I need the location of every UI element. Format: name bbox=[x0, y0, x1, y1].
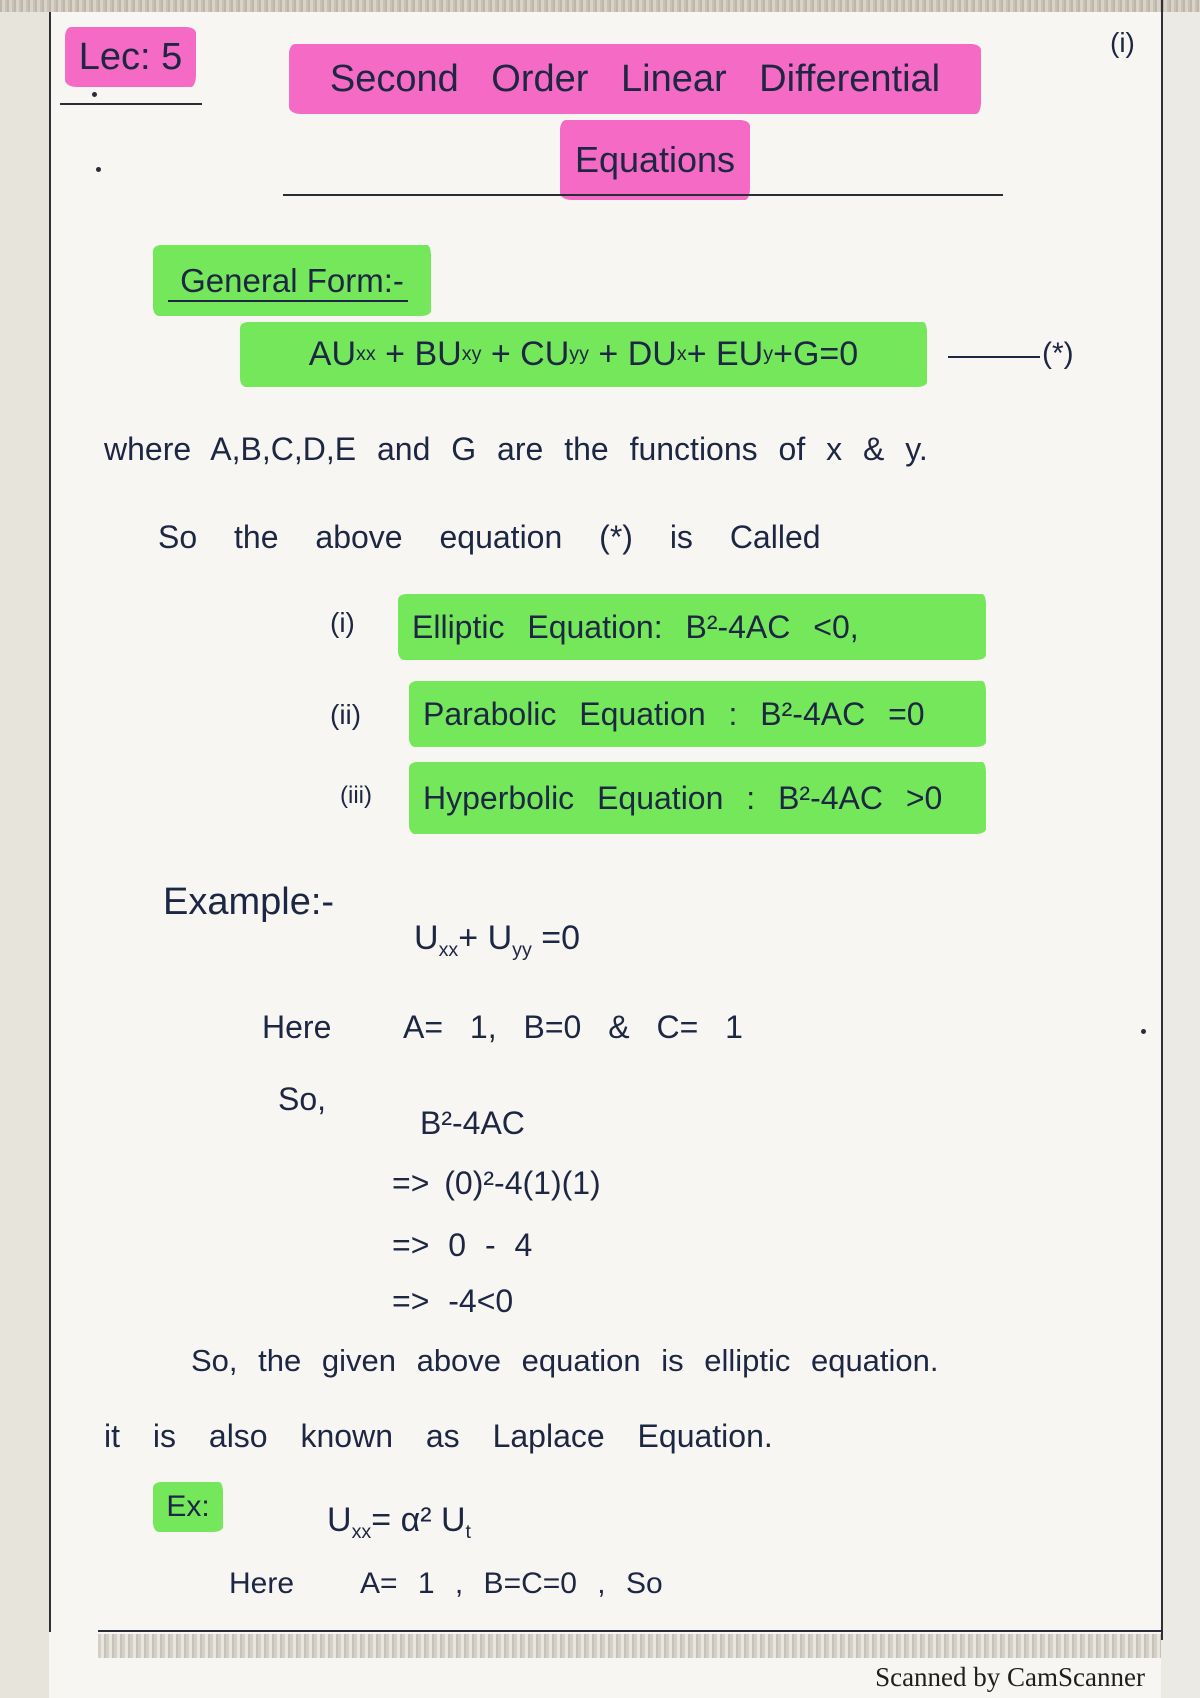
example2-heading: Ex: bbox=[153, 1482, 223, 1532]
page-bottom-line bbox=[98, 1630, 1161, 1632]
so-text: So the above equation (*) is Called bbox=[158, 519, 821, 555]
scan-top-edge bbox=[0, 0, 1200, 12]
equation-term: + BU bbox=[375, 335, 462, 373]
left-margin-line bbox=[49, 12, 51, 1632]
example-heading: Example:- bbox=[163, 881, 335, 923]
example-conclusion: So, the given above equation is elliptic equation. bbox=[191, 1343, 939, 1378]
here-label: Here bbox=[262, 1009, 332, 1045]
equation-term: AU bbox=[308, 335, 357, 373]
classification-hyperbolic: Hyperbolic Equation : B²-4AC >0 bbox=[409, 762, 986, 834]
discriminant-step: => -4<0 bbox=[392, 1283, 514, 1319]
page-number: (i) bbox=[1110, 27, 1135, 58]
general-form-heading: General Form:- bbox=[153, 245, 431, 316]
equation-term: + U bbox=[458, 919, 513, 957]
laplace-note: it is also known as Laplace Equation. bbox=[104, 1418, 773, 1454]
equation-tag-dash bbox=[948, 356, 1040, 358]
equation-subscript: yy bbox=[512, 938, 532, 961]
classification-number: (ii) bbox=[330, 699, 362, 730]
discriminant-step: B²-4AC bbox=[420, 1105, 525, 1141]
lecture-label: Lec: 5 bbox=[65, 27, 196, 87]
equation-term: U bbox=[414, 919, 439, 957]
margin-dot bbox=[96, 167, 101, 172]
here-label: Here bbox=[229, 1567, 295, 1600]
equation-tag: (*) bbox=[1042, 337, 1074, 370]
general-form-underline bbox=[168, 300, 408, 302]
page-title-line2: Equations bbox=[560, 120, 750, 200]
equation-term: + EU bbox=[686, 335, 764, 373]
classification-elliptic: Elliptic Equation: B²-4AC <0, bbox=[398, 594, 986, 660]
classification-number: (iii) bbox=[340, 782, 372, 809]
equation-subscript: xx bbox=[438, 938, 459, 961]
example-equation bbox=[414, 918, 580, 963]
equation-subscript: y bbox=[763, 343, 774, 365]
example-coefficients: A= 1, B=0 & C= 1 bbox=[403, 1009, 743, 1045]
equation-subscript: x bbox=[676, 343, 687, 365]
discriminant-step: => 0 - 4 bbox=[392, 1227, 533, 1263]
so-label: So, bbox=[278, 1081, 327, 1117]
page-title-line1: Second Order Linear Differential bbox=[289, 44, 981, 114]
example2-equation bbox=[327, 1500, 471, 1545]
equation-subscript: xx bbox=[351, 1520, 372, 1543]
equation-term: + CU bbox=[481, 335, 570, 373]
lecture-underline bbox=[60, 103, 202, 105]
equation-term: =0 bbox=[531, 919, 581, 957]
right-margin-line bbox=[1161, 0, 1163, 1640]
classification-number: (i) bbox=[330, 607, 355, 638]
general-form-equation bbox=[240, 322, 927, 387]
equation-subscript: yy bbox=[569, 343, 589, 365]
equation-term: + DU bbox=[588, 335, 677, 373]
margin-dot bbox=[1141, 1029, 1146, 1034]
equation-subscript: t bbox=[465, 1520, 472, 1543]
equation-subscript: xx bbox=[356, 343, 376, 365]
scanner-watermark: Scanned by CamScanner bbox=[875, 1662, 1145, 1692]
equation-term: = α² U bbox=[371, 1501, 466, 1539]
scan-bottom-edge bbox=[98, 1634, 1161, 1658]
where-text: where A,B,C,D,E and G are the functions of x & y. bbox=[104, 431, 928, 467]
example2-coefficients: A= 1 , B=C=0 , So bbox=[360, 1567, 663, 1600]
equation-term: +G=0 bbox=[773, 335, 859, 373]
classification-parabolic: Parabolic Equation : B²-4AC =0 bbox=[409, 681, 986, 747]
equation-term: U bbox=[327, 1501, 352, 1539]
discriminant-step: => (0)²-4(1)(1) bbox=[392, 1165, 601, 1201]
title-underline bbox=[283, 194, 1003, 196]
margin-dot bbox=[92, 92, 97, 97]
equation-subscript: xy bbox=[461, 343, 482, 365]
